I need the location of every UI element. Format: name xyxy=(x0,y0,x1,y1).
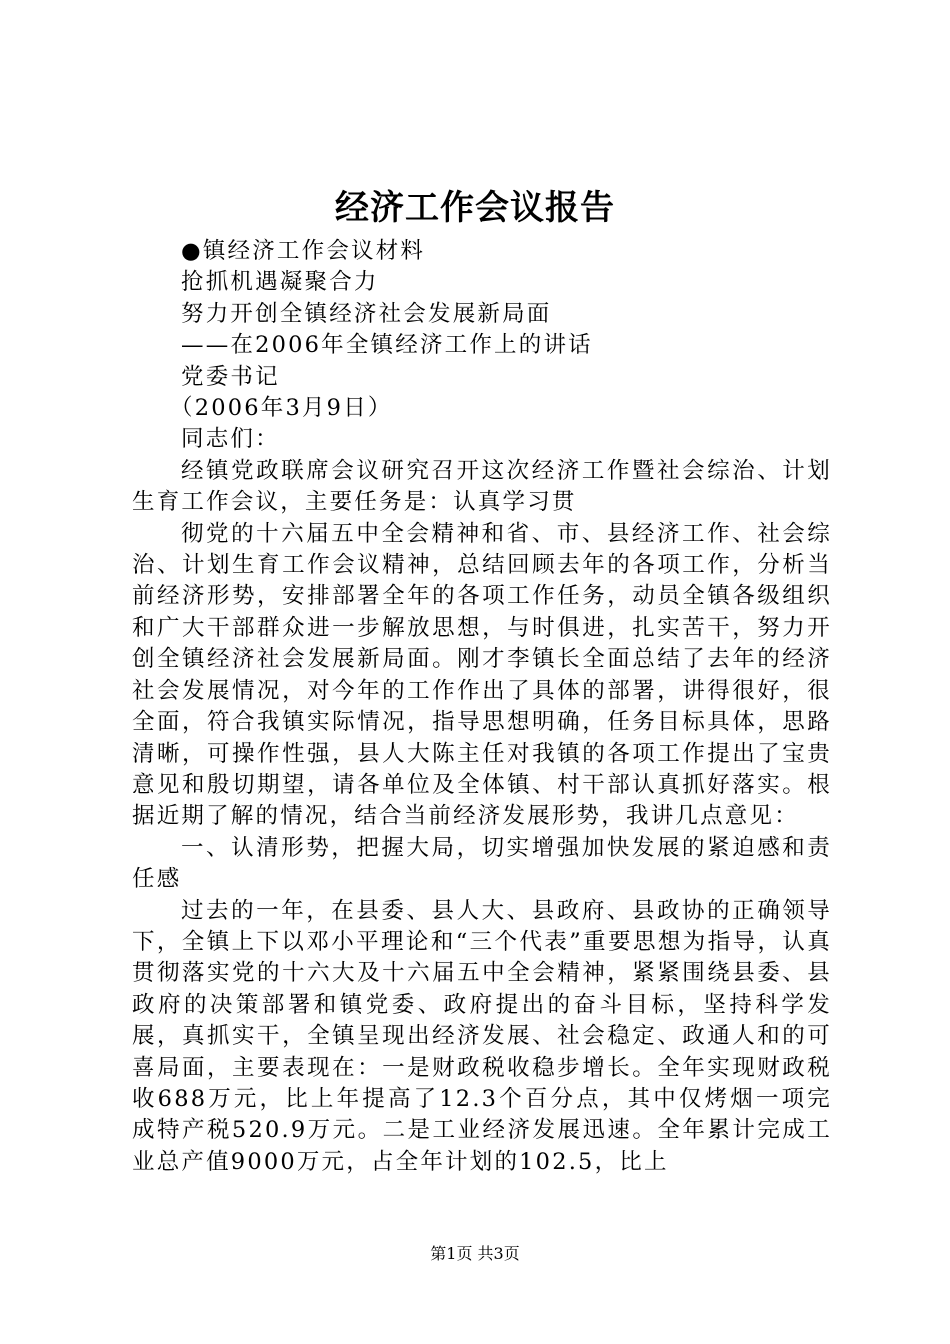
paragraph-intro: 经镇党政联席会议研究召开这次经济工作暨社会综治、计划生育工作会议，主要任务是：认真学习贯 xyxy=(132,457,832,516)
header-line-slogan-2: 努力开创全镇经济社会发展新局面 xyxy=(181,300,552,327)
document-title: 经济工作会议报告 xyxy=(335,188,615,228)
section-heading-1: 一、认清形势，把握大局，切实增强加快发展的紧迫感和责任感 xyxy=(132,834,832,893)
header-line-salutation: 同志们： xyxy=(181,426,280,453)
header-line-speaker: 党委书记 xyxy=(181,363,280,390)
header-line-material: ●镇经济工作会议材料 xyxy=(181,238,426,264)
page-footer: 第1页 共3页 xyxy=(430,1244,520,1263)
paragraph-tasks: 彻党的十六届五中全会精神和省、市、县经济工作、社会综治、计划生育工作会议精神，总结回顾去年的各项工作，分析当前经济形势，安排部署全年的各项工作任务，动员全镇各级组织和广大干部群众进一步解放思想，与时俱进，扎实苦干，努力开创全镇经济社会发展新局面。刚才李镇长全面总结了去年的经济社会发展情况，对今年的工作作出了具体的部署，讲得很好，很全面，符合我镇实际情况，指导思想明确，任务目标具体，思路清晰，可操作性强，县人大陈主任对我镇的各项工作提出了宝贵意见和殷切期望，请各单位及全体镇、村干部认真抓好落实。根据近期了解的情况，结合当前经济发展形势，我讲几点意见： xyxy=(132,520,832,830)
header-line-speech-subtitle: ——在2006年全镇经济工作上的讲话 xyxy=(181,332,593,359)
header-line-slogan-1: 抢抓机遇凝聚合力 xyxy=(181,269,379,296)
paragraph-review: 过去的一年，在县委、县人大、县政府、县政协的正确领导下，全镇上下以邓小平理论和“三个代表”重要思想为指导，认真贯彻落实党的十六大及十六届五中全会精神，紧紧围绕县委、县政府的决策部署和镇党委、政府提出的奋斗目标，坚持科学发展，真抓实干，全镇呈现出经济发展、社会稳定、政通人和的可喜局面，主要表现在：一是财政税收稳步增长。全年实现财政税收688万元，比上年提高了12.3个百分点，其中仅烤烟一项完成特产税520.9万元。二是工业经济发展迅速。全年累计完成工业总产值9000万元，占全年计划的102.5，比上 xyxy=(132,897,832,1175)
document-body xyxy=(132,236,832,1178)
header-line-date: （2006年3月9日） xyxy=(170,395,393,422)
